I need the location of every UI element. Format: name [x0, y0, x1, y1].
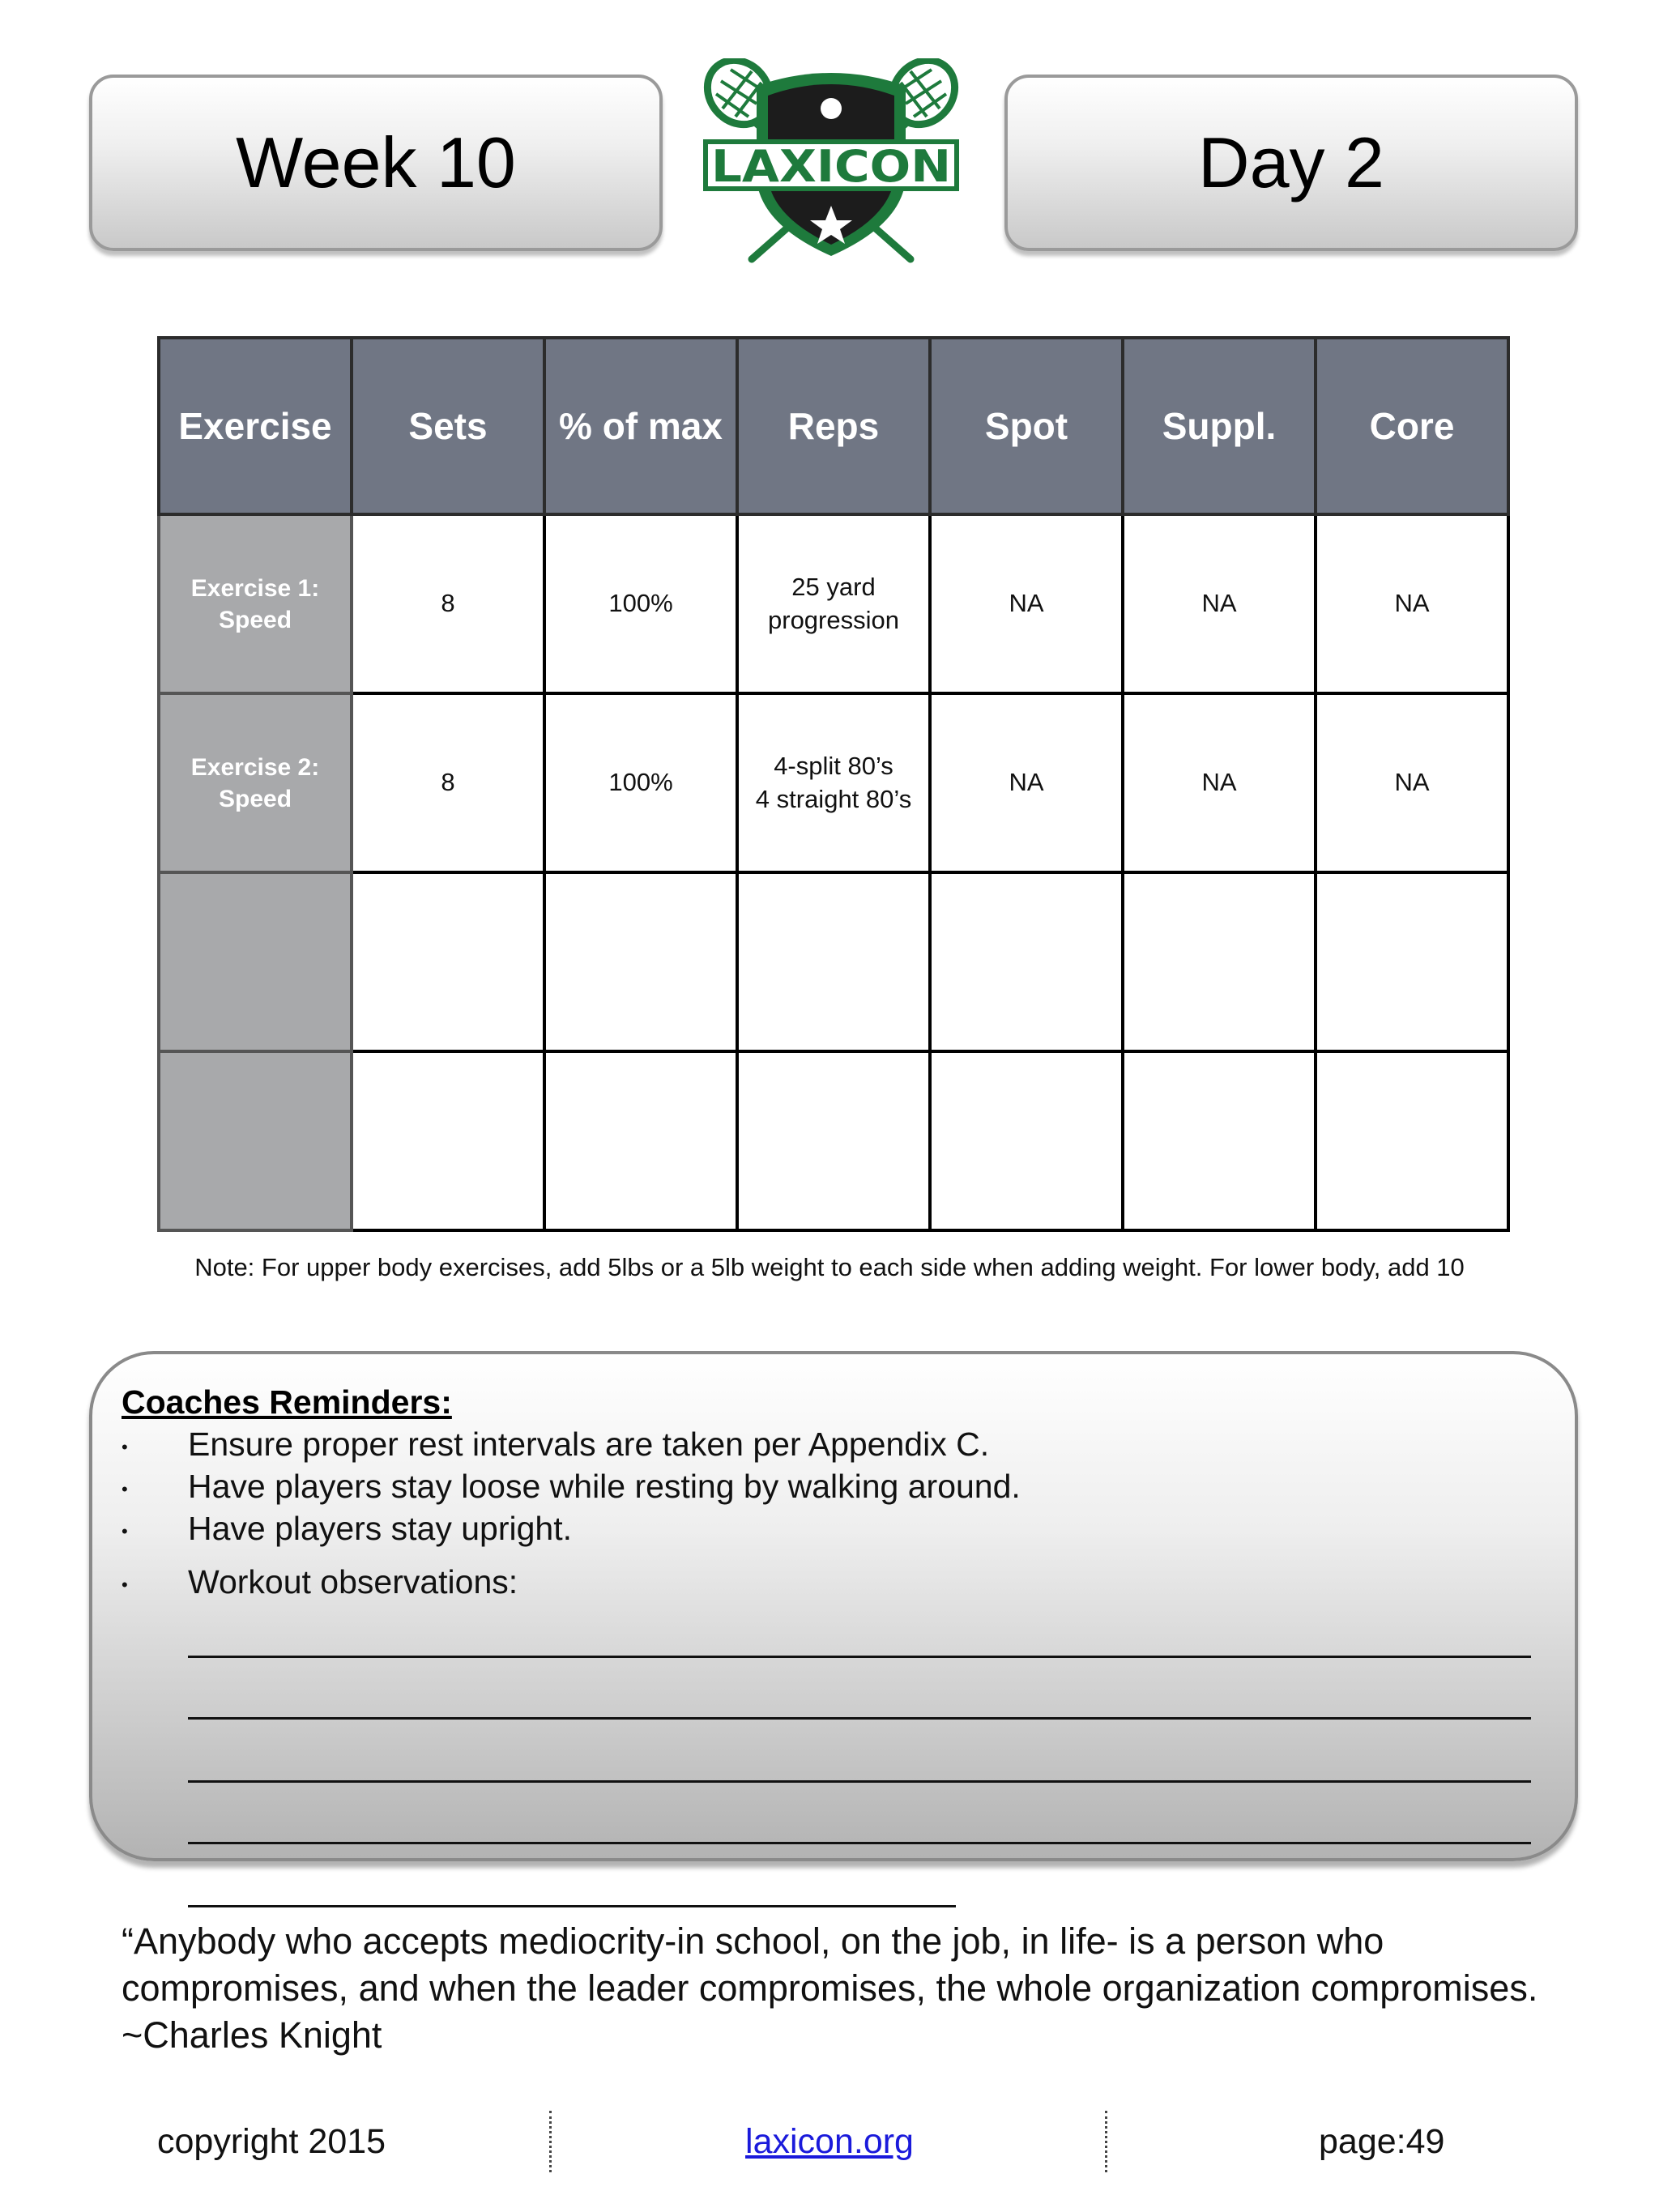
percent-cell: 100% [544, 693, 737, 872]
exercise-name-cell [159, 693, 352, 872]
reps-line: 4 straight 80’s [755, 784, 912, 813]
percent-cell [544, 872, 737, 1051]
observation-line [188, 1780, 1531, 1783]
sets-cell [352, 872, 544, 1051]
table-row [159, 693, 1508, 872]
column-header: Core [1316, 338, 1508, 514]
reps-line: 4-split 80’s [774, 752, 893, 781]
suppl-cell [1123, 1051, 1316, 1230]
exercise-name-cell [159, 872, 352, 1051]
bullet-icon: • [122, 1575, 128, 1595]
percent-cell: 100% [544, 514, 737, 693]
core-cell: NA [1316, 693, 1508, 872]
website-link-text[interactable]: laxicon.org [745, 2122, 914, 2161]
reps-cell [737, 872, 930, 1051]
core-cell [1316, 1051, 1508, 1230]
weight-note: Note: For upper body exercises, add 5lbs or a 5lb weight to each side when adding weight. For lower body, add 10 [194, 1253, 1465, 1281]
suppl-cell: NA [1123, 514, 1316, 693]
spot-cell: NA [930, 514, 1123, 693]
table-row [159, 1051, 1508, 1230]
svg-text:LAXICON: LAXICON [711, 141, 951, 192]
sets-cell [352, 1051, 544, 1230]
exercise-label: Exercise 1: [190, 574, 320, 602]
bullet-icon: • [122, 1521, 128, 1541]
spot-cell [930, 1051, 1123, 1230]
reminder-text: Have players stay upright. [188, 1510, 573, 1547]
observation-line [188, 1842, 1531, 1844]
observation-line [188, 1656, 1531, 1658]
exercise-name-cell [159, 1051, 352, 1230]
core-cell: NA [1316, 514, 1508, 693]
column-header: Exercise [159, 338, 352, 514]
bullet-icon: • [122, 1437, 128, 1457]
reps-line: 25 yard [791, 573, 876, 602]
reps-cell [737, 514, 930, 693]
exercise-type: Speed [218, 785, 292, 812]
exercise-label: Exercise 2: [190, 753, 320, 781]
column-header: Sets [352, 338, 544, 514]
footer-separator [1105, 2111, 1107, 2172]
suppl-cell: NA [1123, 693, 1316, 872]
day-header-box [1004, 75, 1578, 251]
reminder-text: Workout observations: [188, 1563, 518, 1600]
table-header-row [159, 338, 1508, 514]
spot-cell: NA [930, 693, 1123, 872]
observation-line [188, 1905, 956, 1907]
reminder-text: Ensure proper rest intervals are taken per Appendix C. [188, 1426, 990, 1463]
reminders-title: Coaches Reminders: [122, 1383, 452, 1421]
sets-cell: 8 [352, 514, 544, 693]
exercise-name-cell [159, 514, 352, 693]
exercise-type: Speed [218, 606, 292, 633]
laxicon-logo [698, 58, 964, 266]
suppl-cell [1123, 872, 1316, 1051]
table-row [159, 872, 1508, 1051]
reps-cell [737, 1051, 930, 1230]
sets-cell: 8 [352, 693, 544, 872]
reminder-text: Have players stay loose while resting by walking around. [188, 1468, 1021, 1505]
workout-table [157, 336, 1510, 1232]
bullet-icon: • [122, 1479, 128, 1499]
column-header: Suppl. [1123, 338, 1316, 514]
reps-line: progression [768, 605, 899, 634]
column-header: % of max [544, 338, 737, 514]
column-header: Reps [737, 338, 930, 514]
week-label: Week 10 [236, 122, 516, 202]
observation-line [188, 1717, 1531, 1720]
day-label: Day 2 [1198, 122, 1384, 202]
percent-cell [544, 1051, 737, 1230]
core-cell [1316, 872, 1508, 1051]
spot-cell [930, 872, 1123, 1051]
column-header: Spot [930, 338, 1123, 514]
table-row [159, 514, 1508, 693]
page-number: page:49 [1319, 2122, 1445, 2161]
reps-cell [737, 693, 930, 872]
copyright-text: copyright 2015 [157, 2122, 386, 2161]
motivational-quote: “Anybody who accepts mediocrity-in school, on the job, in life- is a person who compromises, and when the leader compromises, the whole organization compromises. ~Charles Knight [122, 1920, 1538, 2056]
week-header-box [89, 75, 663, 251]
